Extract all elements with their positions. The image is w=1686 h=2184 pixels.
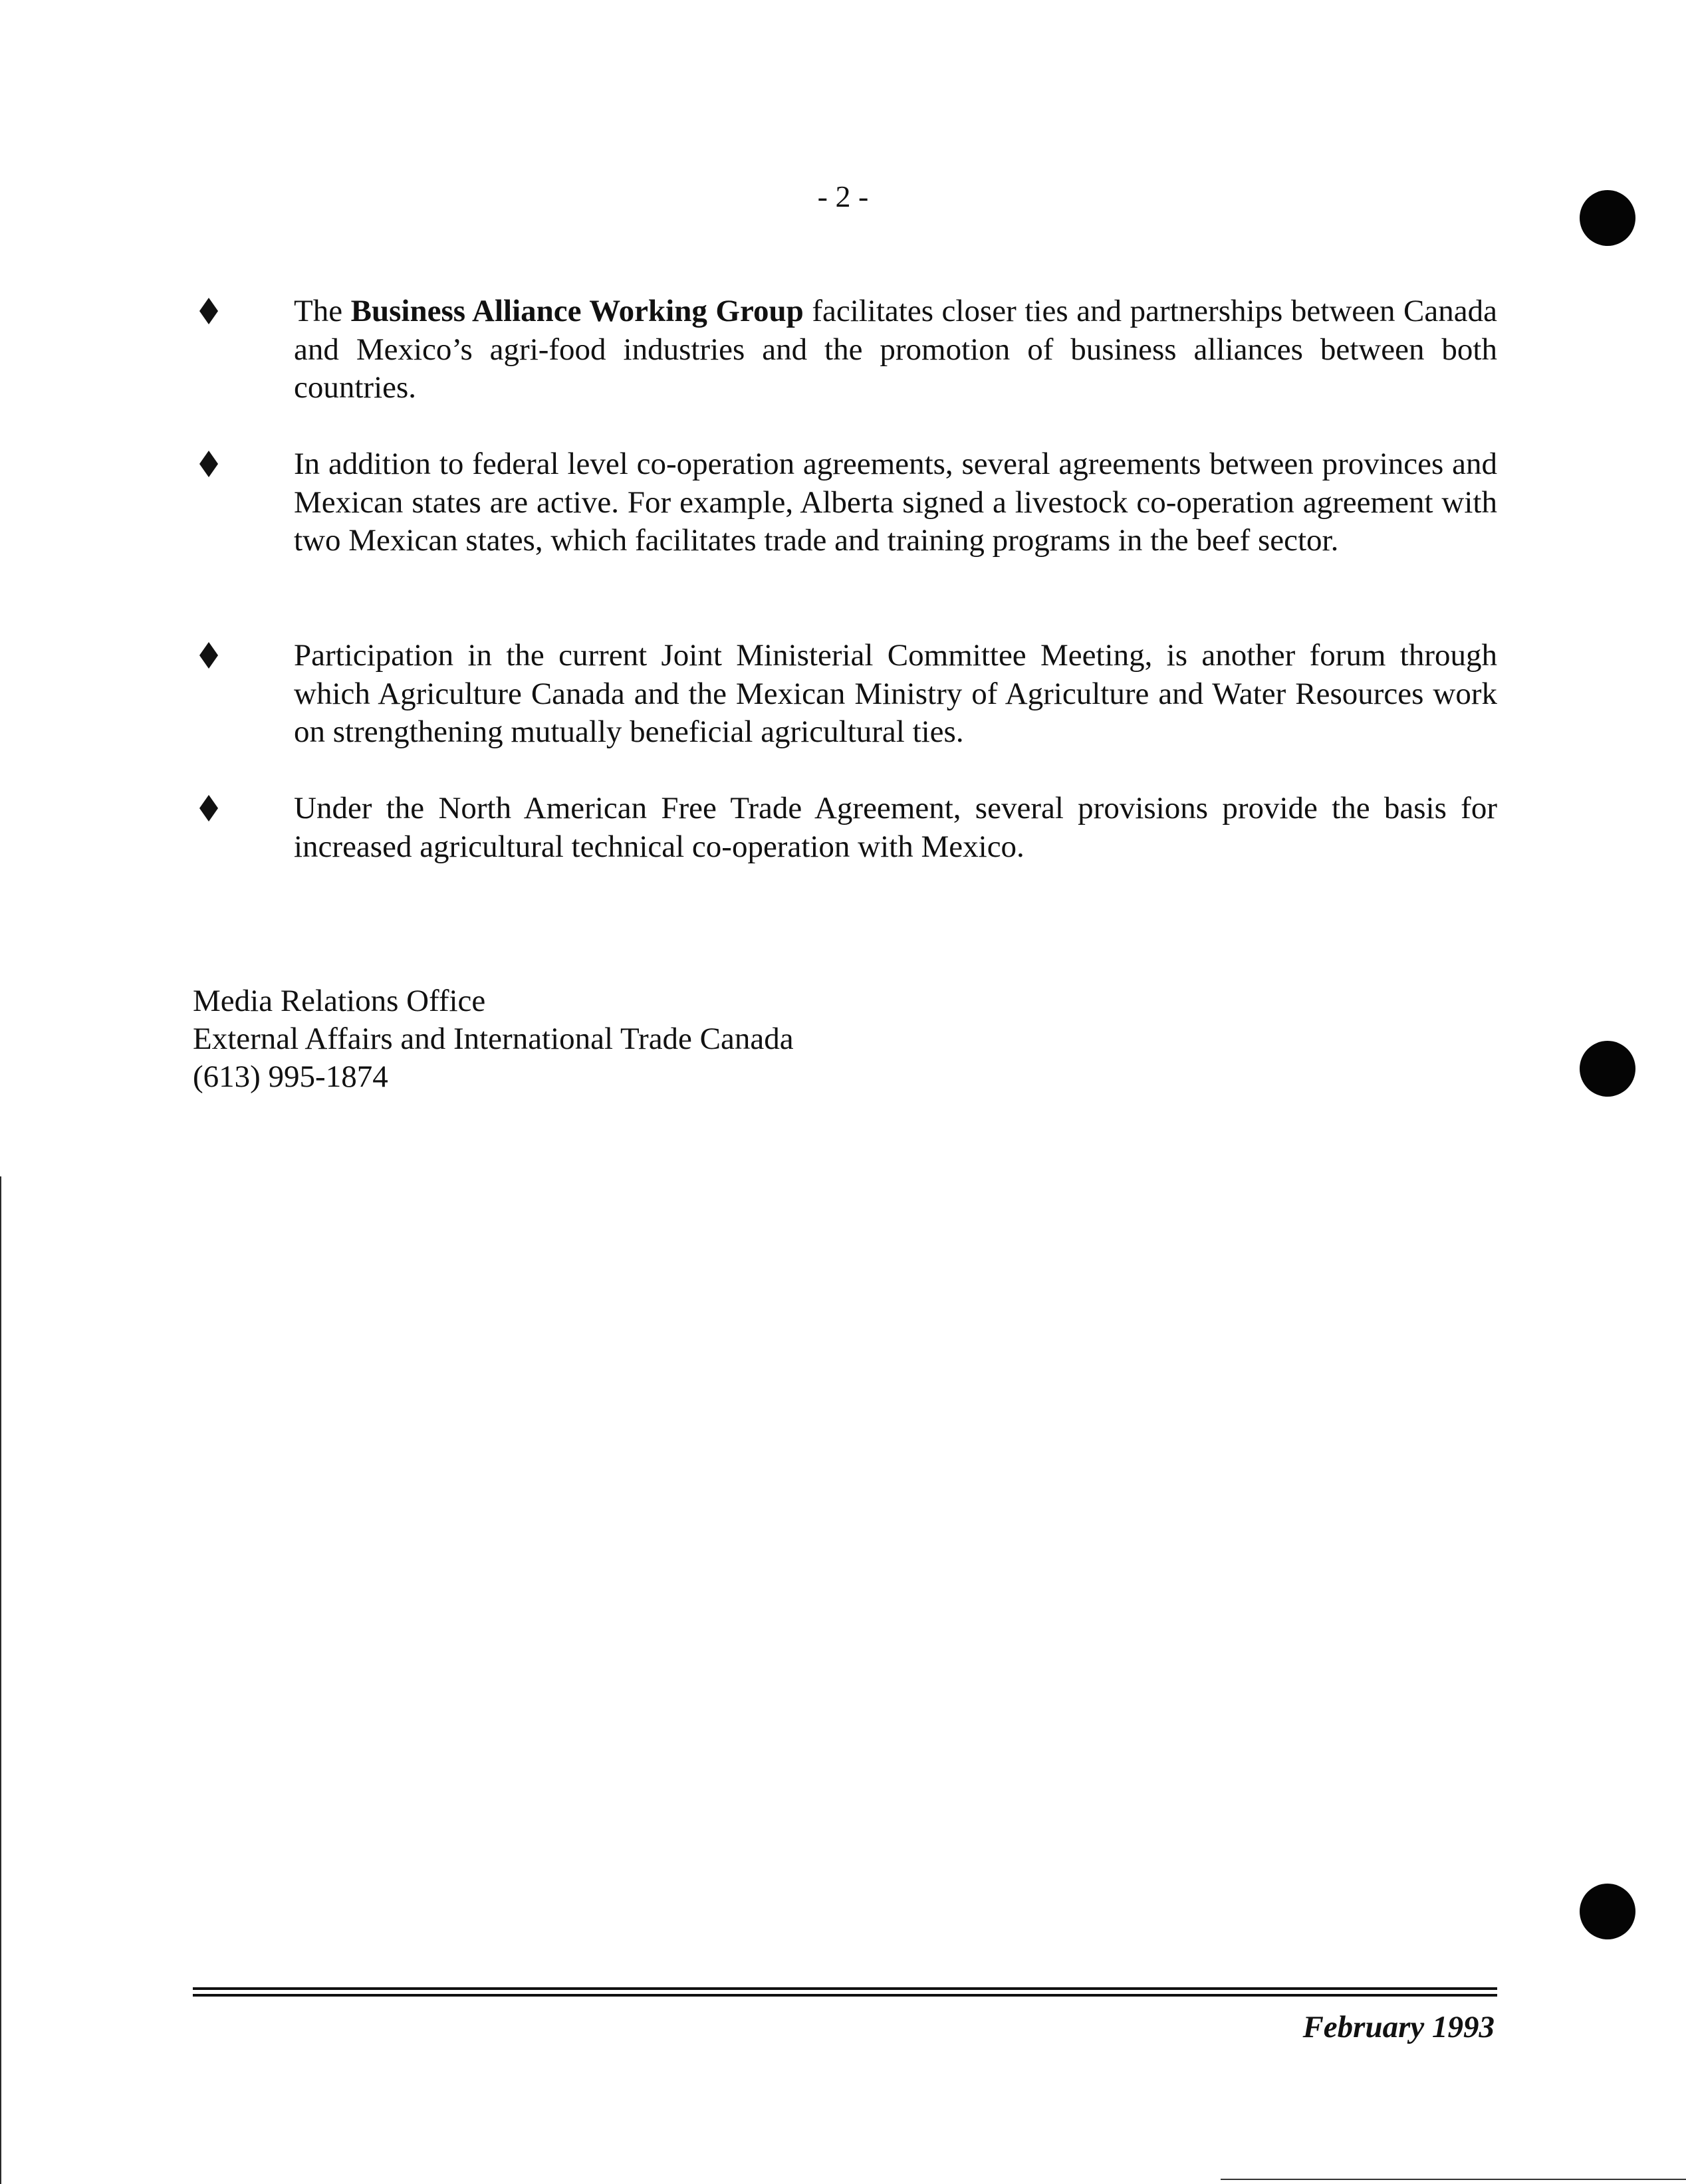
bullet-text-pre: The	[294, 294, 351, 328]
diamond-icon	[199, 795, 218, 821]
diamond-icon	[199, 298, 218, 324]
footer-date: February 1993	[1302, 2010, 1495, 2044]
bullet-text: Participation in the current Joint Ministerial Committee Meeting, is another forum through which Agriculture Canada and the Mexican Ministry of Agriculture and Water Resources work on strengthening mutually beneficial agricultural ties.	[294, 638, 1497, 749]
bullet-text-post: facilitates closer ties and partnerships between Canada and Mexico’s agri-food industries and the promotion of business alliances between both countries.	[294, 294, 1497, 405]
diamond-icon	[199, 451, 218, 477]
footer-rule-bottom	[193, 1994, 1497, 1997]
bullet-text-bold: Business Alliance Working Group	[350, 294, 804, 328]
bullet-text	[294, 292, 1497, 407]
bullet-text: In addition to federal level co-operation agreements, several agreements between provinces and Mexican states are active. For example, Alberta signed a livestock co-operation agreement with two Mexican states, which facilitates trade and training programs in the beef sector.	[294, 447, 1497, 558]
contact-department: External Affairs and International Trade Canada	[193, 1022, 794, 1056]
footer-rule-top	[193, 1987, 1497, 1990]
punch-hole-icon	[1580, 190, 1635, 246]
contact-office: Media Relations Office	[193, 984, 486, 1018]
scan-edge-line	[1221, 2179, 1686, 2180]
punch-hole-icon	[1580, 1041, 1635, 1097]
punch-hole-icon	[1580, 1884, 1635, 1939]
page-number: - 2 -	[817, 179, 869, 213]
bullet-text: Under the North American Free Trade Agreement, several provisions provide the basis for increased agricultural technical co-operation with Mexico.	[294, 791, 1497, 864]
scan-edge-line	[0, 1176, 1, 2184]
contact-block	[193, 982, 794, 1096]
contact-phone: (613) 995-1874	[193, 1059, 388, 1094]
diamond-icon	[199, 642, 218, 669]
